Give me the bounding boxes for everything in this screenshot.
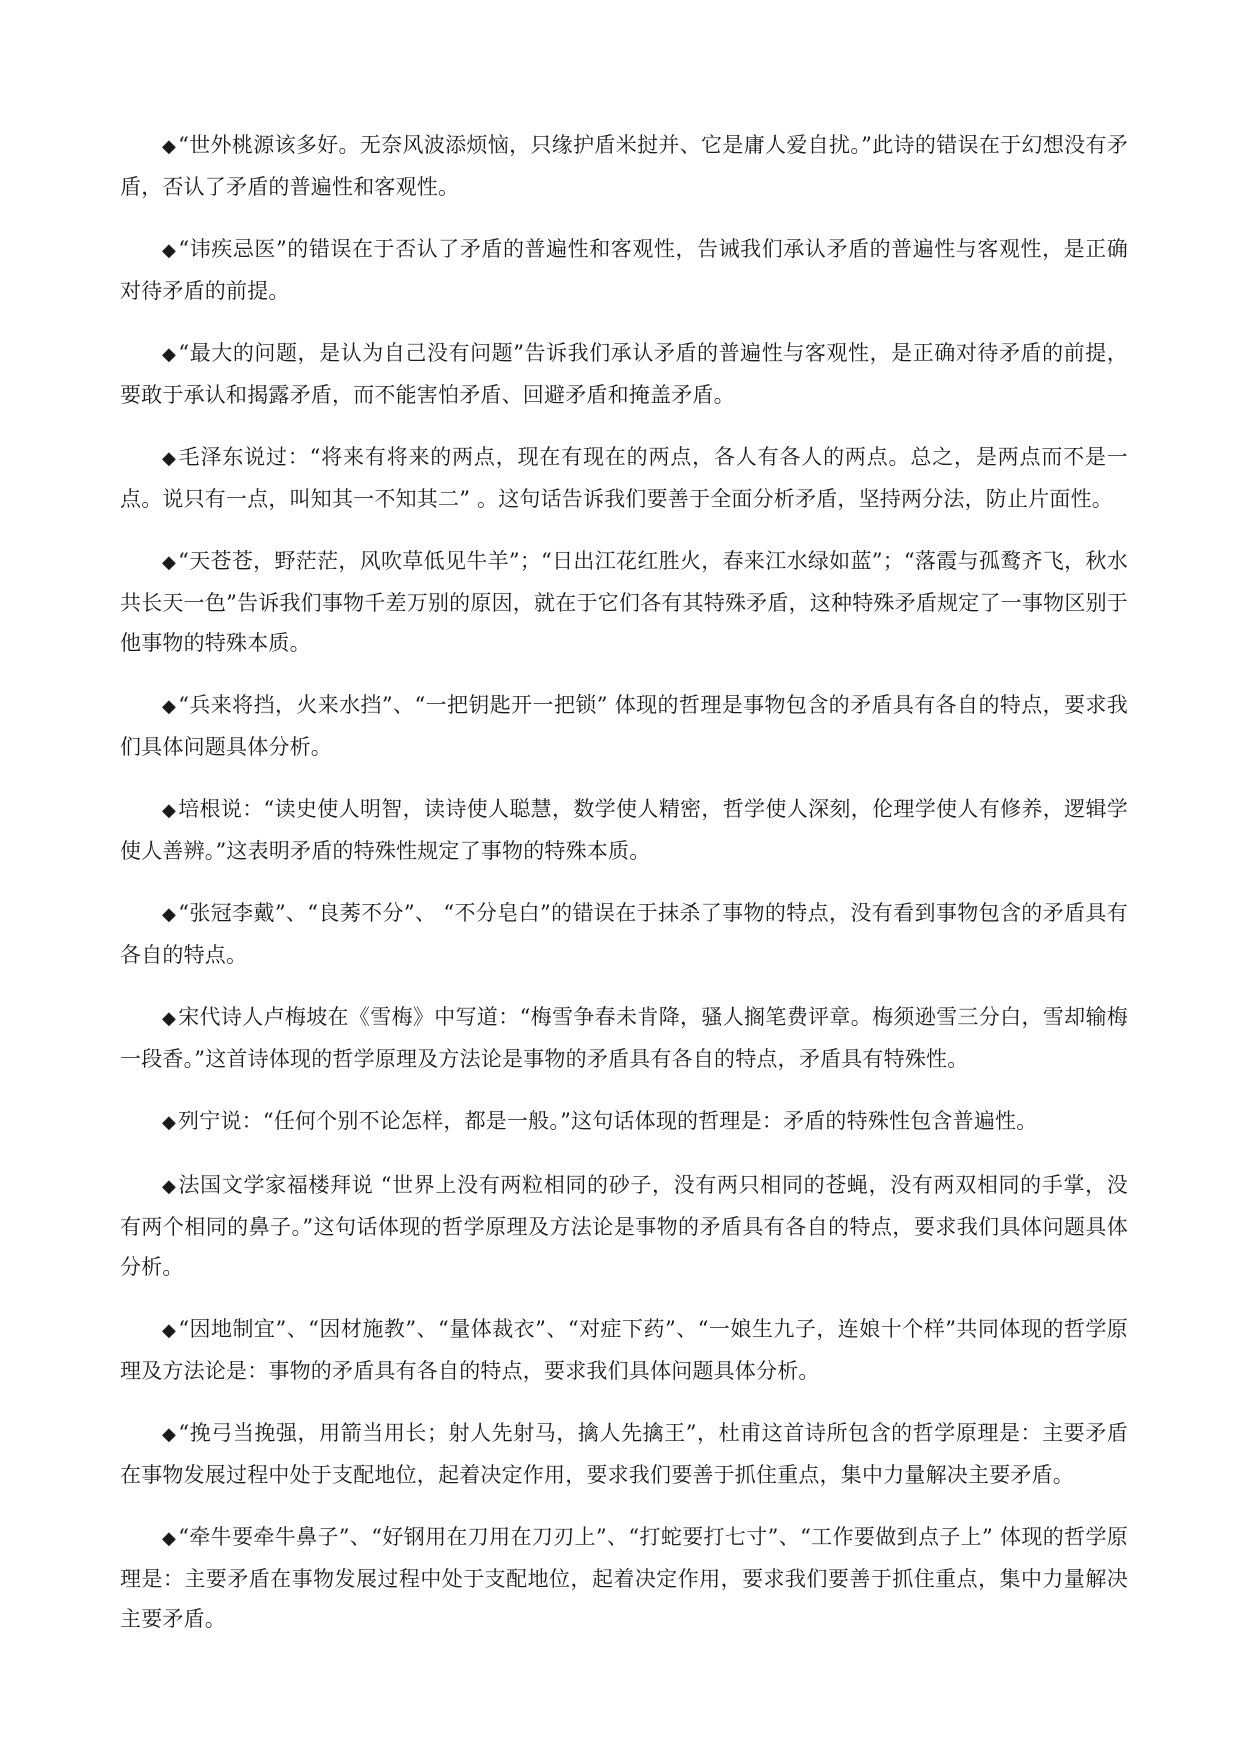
item-text: “讳疾忌医”的错误在于否认了矛盾的普遍性和客观性，告诫我们承认矛盾的普遍性与客观性，是正确对待矛盾的前提。	[120, 237, 1129, 303]
item-text: “挽弓当挽强，用箭当用长；射人先射马，擒人先擒王”，杜甫这首诗所包含的哲学原理是：主要矛盾在事物发展过程中处于支配地位，起着决定作用，要求我们要善于抓住重点，集中力量解决主要矛盾。	[120, 1421, 1129, 1487]
diamond-bullet-icon: ◆	[162, 1008, 177, 1029]
bullet-item	[120, 789, 1128, 871]
item-text: “张冠李戴”、“良莠不分”、 “不分皂白”的错误在于抹杀了事物的特点，没有看到事物包含的矛盾具有各自的特点。	[120, 901, 1128, 967]
bullet-item	[120, 541, 1128, 663]
item-text: 宋代诗人卢梅坡在《雪梅》中写道：“梅雪争春未肯降，骚人搁笔费评章。梅须逊雪三分白，雪却输梅一段香。”这首诗体现的哲学原理及方法论是事物的矛盾具有各自的特点，矛盾具有特殊性。	[120, 1005, 1128, 1071]
item-text: “最大的问题，是认为自己没有问题”告诉我们承认矛盾的普遍性与客观性，是正确对待矛盾的前提，要敢于承认和揭露矛盾，而不能害怕矛盾、回避矛盾和掩盖矛盾。	[120, 341, 1129, 407]
diamond-bullet-icon: ◆	[162, 1528, 177, 1549]
item-text: 列宁说：“任何个别不论怎样，都是一般。”这句话体现的哲理是：矛盾的特殊性包含普遍性。	[178, 1109, 1038, 1133]
diamond-bullet-icon: ◆	[162, 1320, 177, 1341]
bullet-item	[120, 1165, 1128, 1287]
item-text: 培根说：“读史使人明智，读诗使人聪慧，数学使人精密，哲学使人深刻，伦理学使人有修养，逻辑学使人善辨。”这表明矛盾的特殊性规定了事物的特殊本质。	[120, 797, 1128, 863]
diamond-bullet-icon: ◆	[162, 1112, 177, 1133]
diamond-bullet-icon: ◆	[162, 800, 177, 821]
bullet-item	[120, 685, 1128, 767]
diamond-bullet-icon: ◆	[162, 696, 177, 717]
bullet-item	[120, 437, 1128, 519]
diamond-bullet-icon: ◆	[162, 344, 177, 365]
item-text: 法国文学家福楼拜说 “世界上没有两粒相同的砂子，没有两只相同的苍蝇，没有两双相同的手掌，没有两个相同的鼻子。”这句话体现的哲学原理及方法论是事物的矛盾具有各自的特点，要求我们具体问题具体分析。	[120, 1173, 1128, 1279]
bullet-item	[120, 997, 1128, 1079]
bullet-item	[120, 1309, 1128, 1391]
item-text: “因地制宜”、“因材施教”、“量体裁衣”、“对症下药”、“一娘生九子，连娘十个样”共同体现的哲学原理及方法论是：事物的矛盾具有各自的特点，要求我们具体问题具体分析。	[120, 1317, 1128, 1383]
item-text: “牵牛要牵牛鼻子”、“好钢用在刀用在刀刃上”、“打蛇要打七寸”、“工作要做到点子上” 体现的哲学原理是：主要矛盾在事物发展过程中处于支配地位，起着决定作用，要求我们要善于抓住重点，集中力量解决主要矛盾。	[120, 1525, 1128, 1631]
diamond-bullet-icon: ◆	[162, 240, 177, 261]
diamond-bullet-icon: ◆	[162, 1176, 177, 1197]
bullet-item	[120, 1101, 1128, 1143]
diamond-bullet-icon: ◆	[162, 448, 177, 469]
bullet-item	[120, 333, 1128, 415]
item-text: “兵来将挡，火来水挡”、“一把钥匙开一把锁” 体现的哲理是事物包含的矛盾具有各自的特点，要求我们具体问题具体分析。	[120, 693, 1129, 759]
item-text: “天苍苍，野茫茫，风吹草低见牛羊”；“日出江花红胜火，春来江水绿如蓝”；“落霞与孤鹜齐飞，秋水共长天一色”告诉我们事物千差万别的原因，就在于它们各有其特殊矛盾，这种特殊矛盾规定了一事物区别于他事物的特殊本质。	[120, 549, 1128, 655]
diamond-bullet-icon: ◆	[162, 1424, 177, 1445]
diamond-bullet-icon: ◆	[162, 904, 177, 925]
item-text: 毛泽东说过：“将来有将来的两点，现在有现在的两点，各人有各人的两点。总之，是两点而不是一点。说只有一点，叫知其一不知其二” 。这句话告诉我们要善于全面分析矛盾，坚持两分法，防止片面性。	[120, 445, 1128, 511]
bullet-item	[120, 125, 1128, 207]
item-text: “世外桃源该多好。无奈风波添烦恼，只缘护盾米挝并、它是庸人爱自扰。”此诗的错误在于幻想没有矛盾，否认了矛盾的普遍性和客观性。	[120, 133, 1128, 199]
document-page	[120, 125, 1128, 1661]
diamond-bullet-icon: ◆	[162, 136, 177, 157]
bullet-item	[120, 893, 1128, 975]
bullet-item	[120, 1517, 1128, 1639]
diamond-bullet-icon: ◆	[162, 552, 177, 573]
bullet-item	[120, 229, 1128, 311]
bullet-item	[120, 1413, 1128, 1495]
